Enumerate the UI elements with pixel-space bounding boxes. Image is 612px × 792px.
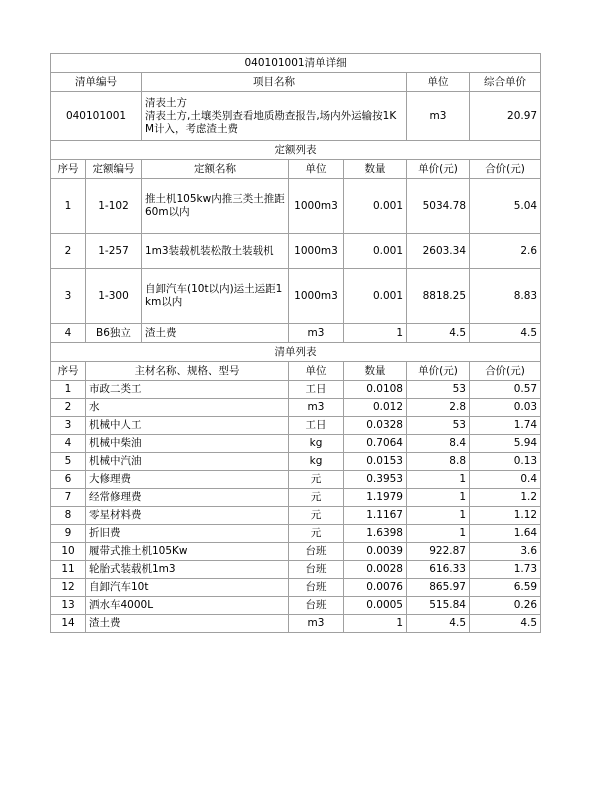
material-total: 0.4 xyxy=(470,471,541,489)
quota-no: 4 xyxy=(51,324,86,343)
material-no: 14 xyxy=(51,615,86,633)
material-price: 1 xyxy=(407,507,470,525)
material-qty: 0.012 xyxy=(344,399,407,417)
material-name: 市政二类工 xyxy=(86,381,289,399)
material-row xyxy=(51,543,541,561)
item-name-line1: 清表土方 xyxy=(145,96,187,109)
quota-section-title: 定额列表 xyxy=(51,141,541,160)
material-qty: 0.0328 xyxy=(344,417,407,435)
material-total: 3.6 xyxy=(470,543,541,561)
material-unit: 台班 xyxy=(289,561,344,579)
material-price: 616.33 xyxy=(407,561,470,579)
quota-price: 4.5 xyxy=(407,324,470,343)
material-qty: 0.0076 xyxy=(344,579,407,597)
material-row xyxy=(51,435,541,453)
quota-qty: 0.001 xyxy=(344,269,407,324)
quota-name: 1m3装载机装松散土装载机 xyxy=(142,234,289,269)
material-total: 0.03 xyxy=(470,399,541,417)
materials-col-name: 主材名称、规格、型号 xyxy=(86,362,289,381)
material-qty: 1 xyxy=(344,615,407,633)
material-qty: 0.0108 xyxy=(344,381,407,399)
quota-col-name: 定额名称 xyxy=(142,160,289,179)
materials-col-total: 合价(元) xyxy=(470,362,541,381)
material-price: 53 xyxy=(407,417,470,435)
material-price: 922.87 xyxy=(407,543,470,561)
material-row xyxy=(51,579,541,597)
quota-no: 1 xyxy=(51,179,86,234)
material-price: 865.97 xyxy=(407,579,470,597)
quota-unit: m3 xyxy=(289,324,344,343)
material-no: 13 xyxy=(51,597,86,615)
material-name: 渣土费 xyxy=(86,615,289,633)
material-price: 1 xyxy=(407,525,470,543)
quota-col-price: 单价(元) xyxy=(407,160,470,179)
material-total: 6.59 xyxy=(470,579,541,597)
material-price: 515.84 xyxy=(407,597,470,615)
material-price: 53 xyxy=(407,381,470,399)
material-price: 1 xyxy=(407,471,470,489)
material-no: 11 xyxy=(51,561,86,579)
material-qty: 1.6398 xyxy=(344,525,407,543)
material-row xyxy=(51,489,541,507)
material-no: 5 xyxy=(51,453,86,471)
quota-row xyxy=(51,269,541,324)
material-row xyxy=(51,399,541,417)
material-price: 8.8 xyxy=(407,453,470,471)
material-unit: 元 xyxy=(289,471,344,489)
material-total: 0.57 xyxy=(470,381,541,399)
item-name-line2: 清表土方,土壤类别查看地质勘查报告,场内外运输按1KM计入，考虑渣土费 xyxy=(145,109,397,135)
material-total: 4.5 xyxy=(470,615,541,633)
material-total: 1.73 xyxy=(470,561,541,579)
material-unit: 台班 xyxy=(289,597,344,615)
quota-price: 2603.34 xyxy=(407,234,470,269)
material-row xyxy=(51,471,541,489)
material-unit: 元 xyxy=(289,507,344,525)
material-qty: 1.1979 xyxy=(344,489,407,507)
header-unit: 单位 xyxy=(407,73,470,92)
material-total: 0.26 xyxy=(470,597,541,615)
material-name: 零星材料费 xyxy=(86,507,289,525)
materials-col-unit: 单位 xyxy=(289,362,344,381)
quota-unit: 1000m3 xyxy=(289,269,344,324)
material-unit: kg xyxy=(289,453,344,471)
material-no: 4 xyxy=(51,435,86,453)
quota-price: 8818.25 xyxy=(407,269,470,324)
quota-total: 8.83 xyxy=(470,269,541,324)
material-unit: 工日 xyxy=(289,417,344,435)
quota-name: 渣土费 xyxy=(142,324,289,343)
material-qty: 1.1167 xyxy=(344,507,407,525)
quota-row xyxy=(51,179,541,234)
material-unit: 工日 xyxy=(289,381,344,399)
material-no: 1 xyxy=(51,381,86,399)
material-price: 1 xyxy=(407,489,470,507)
quota-code: B6独立 xyxy=(86,324,142,343)
quota-qty: 1 xyxy=(344,324,407,343)
quota-price: 5034.78 xyxy=(407,179,470,234)
quota-row xyxy=(51,324,541,343)
material-name: 洒水车4000L xyxy=(86,597,289,615)
material-qty: 0.7064 xyxy=(344,435,407,453)
quota-row xyxy=(51,234,541,269)
material-qty: 0.0153 xyxy=(344,453,407,471)
material-total: 1.2 xyxy=(470,489,541,507)
material-no: 12 xyxy=(51,579,86,597)
material-unit: m3 xyxy=(289,399,344,417)
quota-col-total: 合价(元) xyxy=(470,160,541,179)
material-name: 机械中人工 xyxy=(86,417,289,435)
material-name: 大修理费 xyxy=(86,471,289,489)
quota-total: 5.04 xyxy=(470,179,541,234)
quota-unit: 1000m3 xyxy=(289,234,344,269)
material-row xyxy=(51,615,541,633)
material-no: 10 xyxy=(51,543,86,561)
quota-col-no: 序号 xyxy=(51,160,86,179)
bill-detail-table xyxy=(50,53,541,633)
material-name: 机械中柴油 xyxy=(86,435,289,453)
material-name: 机械中汽油 xyxy=(86,453,289,471)
material-no: 6 xyxy=(51,471,86,489)
materials-col-no: 序号 xyxy=(51,362,86,381)
material-price: 8.4 xyxy=(407,435,470,453)
material-price: 4.5 xyxy=(407,615,470,633)
material-no: 7 xyxy=(51,489,86,507)
material-qty: 0.3953 xyxy=(344,471,407,489)
quota-code: 1-257 xyxy=(86,234,142,269)
material-total: 1.12 xyxy=(470,507,541,525)
material-no: 3 xyxy=(51,417,86,435)
item-unit: m3 xyxy=(407,92,470,141)
quota-no: 3 xyxy=(51,269,86,324)
quota-name: 推土机105kw内推三类土推距60m以内 xyxy=(142,179,289,234)
header-name: 项目名称 xyxy=(142,73,407,92)
quota-name: 自卸汽车(10t以内)运土运距1km以内 xyxy=(142,269,289,324)
quota-col-unit: 单位 xyxy=(289,160,344,179)
material-name: 水 xyxy=(86,399,289,417)
material-unit: 元 xyxy=(289,489,344,507)
material-unit: 元 xyxy=(289,525,344,543)
quota-total: 4.5 xyxy=(470,324,541,343)
material-name: 经常修理费 xyxy=(86,489,289,507)
quota-unit: 1000m3 xyxy=(289,179,344,234)
material-unit: 台班 xyxy=(289,579,344,597)
header-price: 综合单价 xyxy=(470,73,541,92)
material-unit: 台班 xyxy=(289,543,344,561)
material-name: 自卸汽车10t xyxy=(86,579,289,597)
materials-col-price: 单价(元) xyxy=(407,362,470,381)
material-no: 9 xyxy=(51,525,86,543)
material-total: 0.13 xyxy=(470,453,541,471)
quota-code: 1-300 xyxy=(86,269,142,324)
material-no: 2 xyxy=(51,399,86,417)
materials-col-qty: 数量 xyxy=(344,362,407,381)
material-qty: 0.0039 xyxy=(344,543,407,561)
material-price: 2.8 xyxy=(407,399,470,417)
material-unit: kg xyxy=(289,435,344,453)
quota-total: 2.6 xyxy=(470,234,541,269)
table-title: 040101001清单详细 xyxy=(51,54,541,73)
material-name: 折旧费 xyxy=(86,525,289,543)
material-unit: m3 xyxy=(289,615,344,633)
quota-code: 1-102 xyxy=(86,179,142,234)
material-name: 履带式推土机105Kw xyxy=(86,543,289,561)
material-row xyxy=(51,507,541,525)
material-no: 8 xyxy=(51,507,86,525)
materials-section-title: 清单列表 xyxy=(51,343,541,362)
material-row xyxy=(51,525,541,543)
material-name: 轮胎式装载机1m3 xyxy=(86,561,289,579)
item-code: 040101001 xyxy=(51,92,142,141)
material-row xyxy=(51,381,541,399)
material-qty: 0.0028 xyxy=(344,561,407,579)
material-row xyxy=(51,453,541,471)
quota-col-code: 定额编号 xyxy=(86,160,142,179)
header-code: 清单编号 xyxy=(51,73,142,92)
material-total: 5.94 xyxy=(470,435,541,453)
quota-col-qty: 数量 xyxy=(344,160,407,179)
item-price: 20.97 xyxy=(470,92,541,141)
material-total: 1.64 xyxy=(470,525,541,543)
quota-qty: 0.001 xyxy=(344,234,407,269)
material-row xyxy=(51,561,541,579)
quota-qty: 0.001 xyxy=(344,179,407,234)
material-qty: 0.0005 xyxy=(344,597,407,615)
quota-no: 2 xyxy=(51,234,86,269)
material-row xyxy=(51,597,541,615)
material-total: 1.74 xyxy=(470,417,541,435)
material-row xyxy=(51,417,541,435)
item-name xyxy=(142,92,407,141)
